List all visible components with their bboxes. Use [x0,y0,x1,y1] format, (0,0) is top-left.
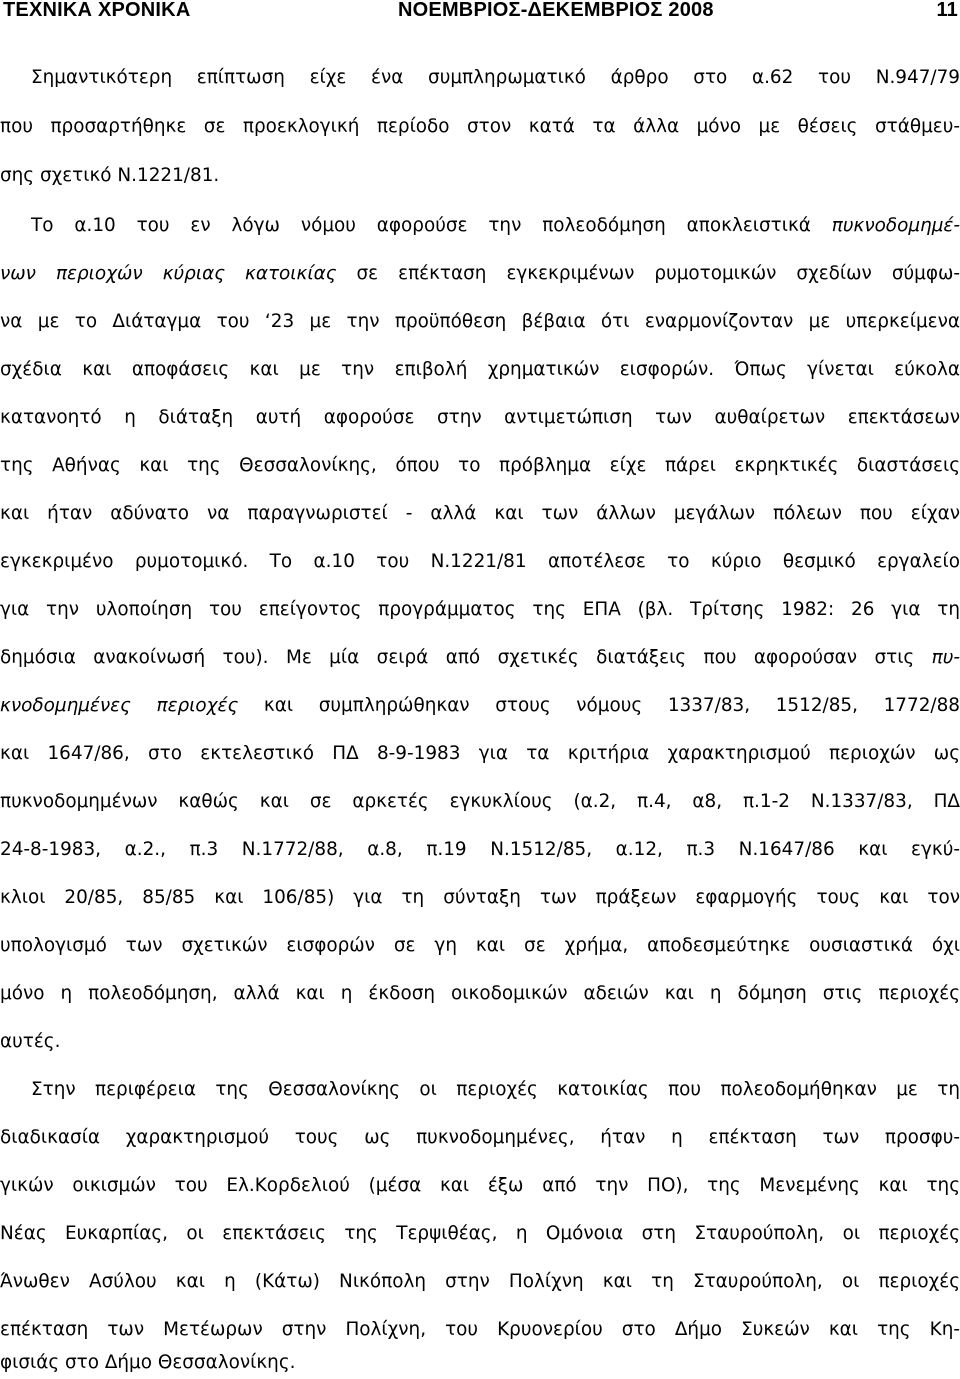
running-header [0,0,960,26]
text-line: δημόσια ανακοίνωσή του). Με μία σειρά από σχετικές διατάξεις που αφορούσαν στις πυ- [0,647,960,668]
text-line: Στην περιφέρεια της Θεσσαλονίκης οι περιοχές κατοικίας που πολεοδομήθηκαν με τη [31,1079,960,1100]
text-line: σης σχετικό Ν.1221/81. [0,165,220,186]
page-number: 11 [936,0,958,21]
issue-date: ΝΟΕΜΒΡΙΟΣ-ΔΕΚΕΜΒΡΙΟΣ 2008 [398,0,714,21]
text-line: Νέας Ευκαρπίας, οι επεκτάσεις της Τερψιθέας, η Ομόνοια στη Σταυρούπολη, οι περιοχές [0,1223,960,1244]
text-line: νων περιοχών κύριας κατοικίας σε επέκταση εγκεκριμένων ρυμοτομικών σχεδίων σύμφω- [0,263,960,284]
text-line: φισιάς στο Δήμο Θεσσαλονίκης. [0,1352,296,1373]
text-line: εγκεκριμένο ρυμοτομικό. Το α.10 του Ν.1221/81 αποτέλεσε το κύριο θεσμικό εργαλείο [0,551,960,572]
text-line: κατανοητό η διάταξη αυτή αφορούσε στην αντιμετώπιση των αυθαίρετων επεκτάσεων [0,407,960,428]
text-line: διαδικασία χαρακτηρισμού τους ως πυκνοδομημένες, ήταν η επέκταση των προσφυ- [0,1127,960,1148]
text-line: 24-8-1983, α.2., π.3 Ν.1772/88, α.8, π.19 Ν.1512/85, α.12, π.3 Ν.1647/86 και εγκύ- [0,839,960,860]
text-line: κλιοι 20/85, 85/85 και 106/85) για τη σύνταξη των πράξεων εφαρμογής τους και τον [0,887,960,908]
text-line: κνοδομημένες περιοχές και συμπληρώθηκαν στους νόμους 1337/83, 1512/85, 1772/88 [0,695,960,716]
text-line: και ήταν αδύνατο να παραγνωριστεί - αλλά και των άλλων μεγάλων πόλεων που είχαν [0,503,960,524]
text-line: να με το Διάταγμα του ‘23 με την προϋπόθεση βέβαια ότι εναρμονίζονταν με υπερκείμενα [0,311,960,332]
text-line: αυτές. [0,1031,61,1052]
text-line: για την υλοποίηση του επείγοντος προγράμματος της ΕΠΑ (βλ. Τρίτσης 1982: 26 για τη [0,599,960,620]
text-line: και 1647/86, στο εκτελεστικό ΠΔ 8-9-1983 για τα κριτήρια χαρακτηρισμού περιοχών ως [0,743,960,764]
text-line: υπολογισμό των σχετικών εισφορών σε γη και σε χρήμα, αποδεσμεύτηκε ουσιαστικά όχι [0,935,960,956]
text-line: Άνωθεν Ασύλου και η (Κάτω) Νικόπολη στην Πολίχνη και τη Σταυρούπολη, οι περιοχές [0,1271,960,1292]
text-line: μόνο η πολεοδόμηση, αλλά και η έκδοση οικοδομικών αδειών και η δόμηση στις περιοχές [0,983,960,1004]
journal-title: ΤΕΧΝΙΚΑ ΧΡΟΝΙΚΑ [3,0,191,21]
text-line: πυκνοδομημένων καθώς και σε αρκετές εγκυκλίους (α.2, π.4, α8, π.1-2 Ν.1337/83, ΠΔ [0,791,960,812]
text-line: Το α.10 του εν λόγω νόμου αφορούσε την πολεοδόμηση αποκλειστικά πυκνοδομημέ- [31,215,960,236]
text-line: επέκταση των Μετέωρων στην Πολίχνη, του Κρυονερίου στο Δήμο Συκεών και της Κη- [0,1319,960,1340]
text-line: της Αθήνας και της Θεσσαλονίκης, όπου το πρόβλημα είχε πάρει εκρηκτικές διαστάσεις [0,455,960,476]
text-line: σχέδια και αποφάσεις και με την επιβολή χρηματικών εισφορών. Όπως γίνεται εύκολα [0,359,960,380]
text-line: Σημαντικότερη επίπτωση είχε ένα συμπληρωματικό άρθρο στο α.62 του Ν.947/79 [31,67,960,88]
text-line: γικών οικισμών του Ελ.Κορδελιού (μέσα και έξω από την ΠΟ), της Μενεμένης και της [0,1175,960,1196]
text-line: που προσαρτήθηκε σε προεκλογική περίοδο στον κατά τα άλλα μόνο με θέσεις στάθμευ- [0,116,960,137]
